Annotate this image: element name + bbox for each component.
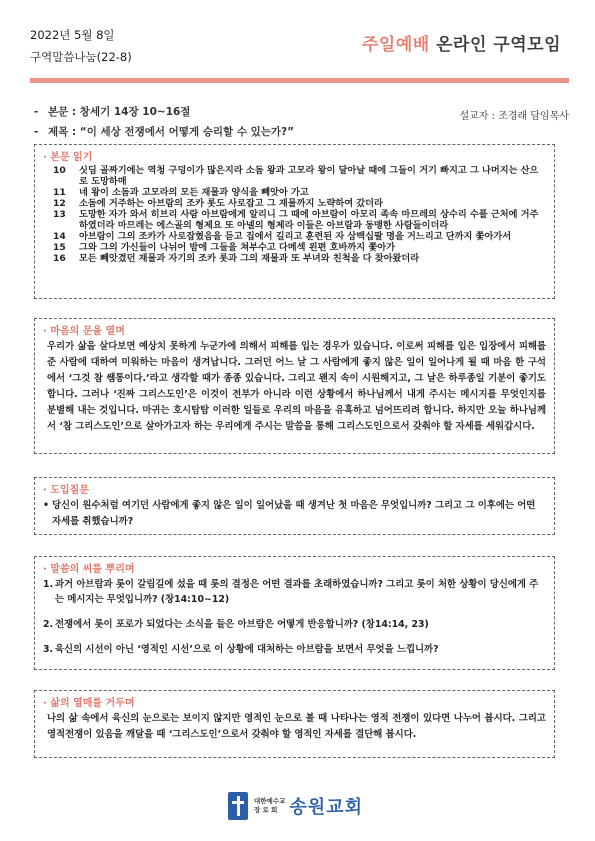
verse: [43, 165, 546, 187]
life-fruit-body: 나의 삶 속에서 육신의 눈으로는 보이지 않지만 영적인 눈으로 볼 때 나타나는 영적 전쟁이 있다면 나누어 봅시다. 그리고 영적전쟁이 있음을 깨달을 때 ‘그리스도인’으로서 갖춰야 할 영적인 자세를 결단해 봅시다.: [47, 713, 546, 740]
scripture-reading-heading: · 본문 읽기: [43, 152, 93, 163]
date: 2022년 5월 8일: [30, 28, 115, 42]
verse: [43, 242, 546, 253]
verse: [43, 253, 546, 264]
sermon-text: 본문 : 창세기 14장 10~16절: [48, 106, 191, 118]
series-label: 구역말씀나눔(22-8): [30, 50, 132, 64]
intro-question-box: [34, 477, 555, 535]
preacher: 설교자 : 조경래 담임목사: [459, 111, 569, 122]
question-number: 2.: [43, 619, 54, 630]
verse-text: 소돔에 거주하는 아브람의 조카 롯도 사로잡고 그 재물까지 노략하여 갔더라: [79, 198, 383, 209]
verse-number: 15: [53, 242, 66, 253]
verse-number: 10: [53, 165, 66, 176]
verse: [43, 209, 546, 231]
life-fruit-heading: · 삶의 열매를 거두며: [43, 698, 135, 709]
question-number: 3.: [43, 644, 54, 655]
verse-text: 그와 그의 가신들이 나뉘어 밤에 그들을 쳐부수고 다메섹 왼편 호바까지 쫓아가: [79, 242, 395, 253]
verse: [43, 187, 546, 198]
question: [43, 577, 546, 607]
open-heart-box: [34, 318, 555, 454]
header-divider: [30, 78, 569, 83]
intro-question: [43, 498, 546, 530]
question-text: 전쟁에서 롯이 포로가 되었다는 소식을 들은 아브람은 어떻게 반응합니까? (창14:14, 23): [55, 619, 429, 630]
cross-icon: [228, 792, 248, 820]
verse-text: 모든 빼앗겼던 재물과 자기의 조카 롯과 그의 재물과 또 부녀와 친척을 다 찾아왔더라: [79, 253, 420, 264]
dash-icon: -: [34, 126, 39, 138]
title-accent: 주일예배: [362, 35, 430, 55]
title-rest: 온라인 구역모임: [429, 35, 561, 55]
church-name: 송원교회: [289, 797, 363, 818]
open-heart-body: 우리가 삶을 살다보면 예상치 못하게 누군가에 의해서 피해를 입는 경우가 있습니다. 이로써 피해를 입은 입장에서 피해를 준 사람에 대하여 미워하는 마음이 생겨납니다. 그러던 어느 날 그 사람에게 좋지 않은 일이 일어나게 될 때 마음 한 구석에서 ‘그것 참 쌤통이다.’라고 생각할 때가 종종 있습니다. 그리고 왠지 속이 시원해지고, 그 날은 하루종일 기분이 좋기도 합니다. 그러나 ‘진짜 그리스도인’은 이것이 전부가 아니라 이런 상황에서 하나님께서 내게 주시는 메시지를 무엇인지를 분별해 내는 것입니다. 마귀는 호시탐탐 이러한 일들로 우리의 마음을 유혹하고 넘어뜨리려 합니다. 하지만 오늘 하나님께서 ‘참 그리스도인’으로 살아가고자 하는 우리에게 주시는 말씀을 통해 그리스도인으로서 갖춰야 할 자세를 세워갑시다.: [47, 341, 546, 432]
header-left: [30, 24, 132, 68]
open-heart-heading: · 마음의 문을 열며: [43, 326, 125, 337]
verse: [43, 231, 546, 242]
denomination-line: 대한예수교: [254, 797, 286, 805]
sermon-text-line: [34, 104, 190, 119]
verse-number: 16: [53, 253, 66, 264]
verse: [43, 198, 546, 209]
seed-questions-heading: · 말씀의 씨를 뿌리며: [43, 564, 135, 575]
intro-question-text: 당신이 원수처럼 여기던 사람에게 좋지 않은 일이 일어났을 때 생겨난 첫 마음은 무엇입니까? 그리고 그 이후에는 어떤 자세를 취했습니까?: [52, 500, 536, 527]
sermon-title: 제목 : “이 세상 전쟁에서 어떻게 승리할 수 있는가?”: [48, 126, 295, 138]
denomination-line: 장 로 회: [254, 806, 278, 814]
seed-questions-box: [34, 556, 555, 670]
question-text: 과거 아브람과 롯이 갈림길에 섰을 때 롯의 결정은 어떤 결과를 초래하였습니까? 그리고 롯이 처한 상황이 당신에게 주는 메시지는 무엇입니까? (창14:10~12): [55, 579, 539, 605]
verse-number: 13: [53, 209, 66, 220]
bullet-icon: •: [43, 500, 49, 511]
verse-number: 11: [53, 187, 66, 198]
sermon-title-line: [34, 124, 294, 139]
dash-icon: -: [34, 106, 39, 118]
verse-text: 싯딤 골짜기에는 역청 구덩이가 많은지라 소돔 왕과 고모라 왕이 달아날 때에 그들이 거기 빠지고 그 나머지는 산으로 도망하매: [79, 165, 539, 187]
question: [43, 617, 546, 632]
question-text: 육신의 시선이 아닌 ‘영적인 시선’으로 이 상황에 대처하는 아브람을 보면서 무엇을 느낍니까?: [55, 644, 439, 655]
verse-text: 도망한 자가 와서 히브리 사람 아브람에게 알리니 그 때에 아브람이 아모리 족속 마므레의 상수리 수풀 근처에 거주하였더라 마므레는 에스골의 형제요 또 아넬의 형제라 이들은 아브람과 동맹한 사람들이더라: [79, 209, 539, 231]
life-fruit-box: [34, 690, 555, 758]
church-logo: [228, 792, 363, 820]
page-title: [362, 30, 561, 55]
verse-text: 아브람이 그의 조카가 사로잡혔음을 듣고 집에서 길리고 훈련된 자 삼백십팔 명을 거느리고 단까지 쫓아가서: [79, 231, 512, 242]
verse-text: 네 왕이 소돔과 고모라의 모든 재물과 양식을 빼앗아 가고: [79, 187, 309, 198]
question-number: 1.: [43, 579, 54, 590]
verse-number: 12: [53, 198, 66, 209]
verse-number: 14: [53, 231, 66, 242]
intro-question-heading: · 도입질문: [43, 485, 89, 496]
scripture-reading-box: [34, 144, 555, 299]
question: [43, 642, 546, 657]
denomination: [254, 797, 285, 815]
